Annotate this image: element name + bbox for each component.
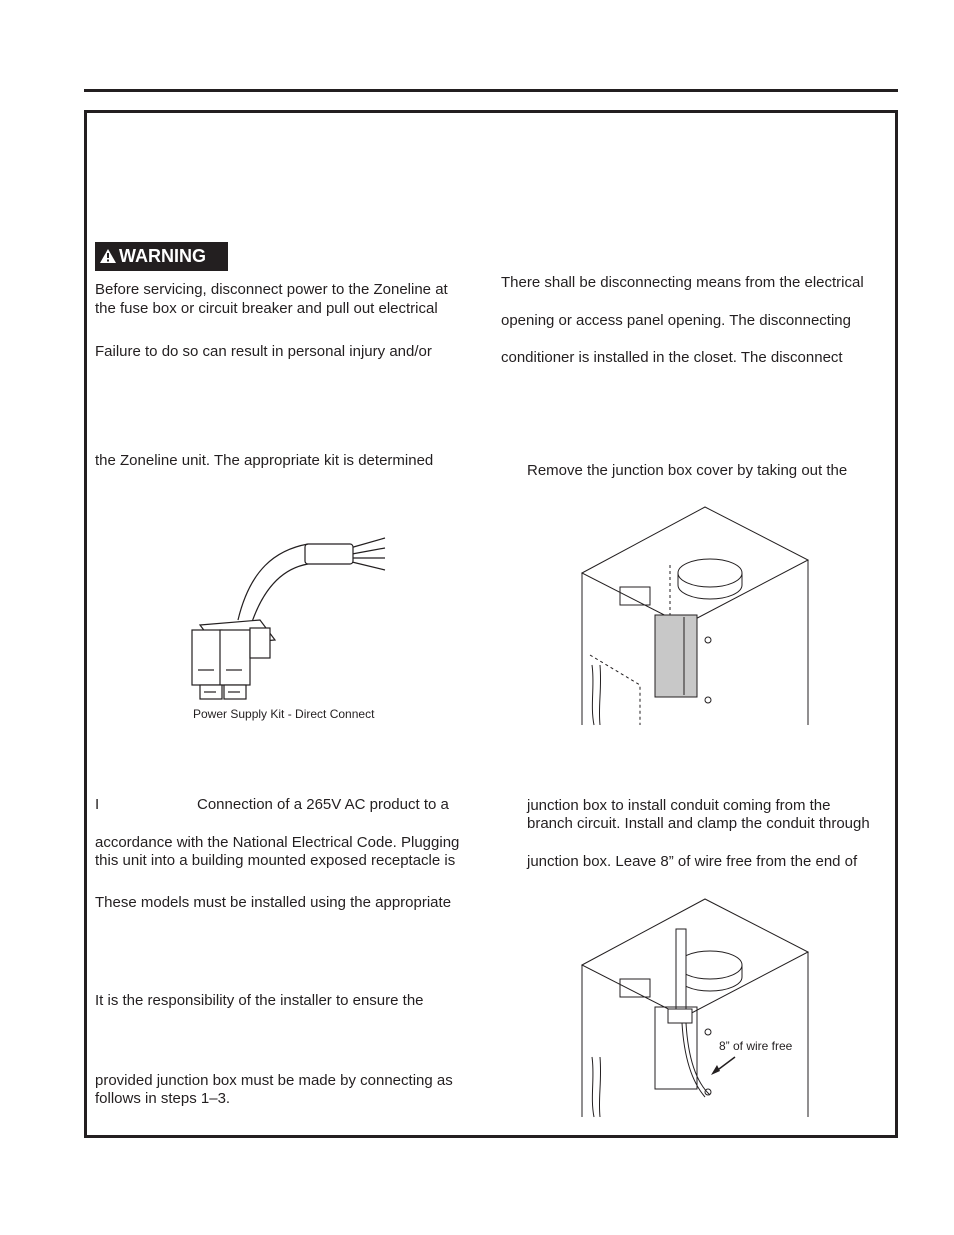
- junction-box-cover-illustration: [580, 505, 810, 727]
- disconnect-text-line: opening or access panel opening. The disconnecting: [501, 312, 851, 329]
- connection-text-start: I: [95, 796, 100, 813]
- warning-text-line: the fuse box or circuit breaker and pull out electrical: [95, 300, 438, 317]
- step2-text-line: junction box. Leave 8” of wire free from the end of: [527, 853, 858, 870]
- nec-text-line: accordance with the National Electrical Code. Plugging: [95, 834, 460, 851]
- warning-failure-text: Failure to do so can result in personal injury and/or: [95, 343, 432, 360]
- power-supply-kit-illustration: [180, 530, 400, 705]
- step1-text: Remove the junction box cover by taking out the: [527, 462, 848, 479]
- warning-triangle-icon: [100, 249, 116, 263]
- junction-text-line: follows in steps 1–3.: [95, 1090, 231, 1107]
- models-text: These models must be installed using the appropriate: [95, 894, 452, 911]
- wire-callout-label: 8” of wire free: [719, 1039, 793, 1053]
- conduit-installation-illustration: [580, 897, 810, 1119]
- figure-caption: Power Supply Kit - Direct Connect: [193, 707, 375, 721]
- step2-text-line: junction box to install conduit coming from the: [527, 797, 831, 814]
- connection-text: Connection of a 265V AC product to a: [197, 796, 449, 813]
- warning-badge: [95, 242, 228, 271]
- warning-label: WARNING: [119, 246, 206, 266]
- disconnect-text-line: conditioner is installed in the closet. The disconnect: [501, 349, 843, 366]
- responsibility-text: It is the responsibility of the installer to ensure the: [95, 992, 424, 1009]
- warning-text-line: Before servicing, disconnect power to the Zoneline at: [95, 281, 448, 298]
- disconnect-text-line: There shall be disconnecting means from the electrical: [501, 274, 864, 291]
- junction-text-line: provided junction box must be made by connecting as: [95, 1072, 453, 1089]
- nec-text-line: this unit into a building mounted exposed receptacle is: [95, 852, 456, 869]
- header-rule: [84, 89, 898, 92]
- step2-text-line: branch circuit. Install and clamp the conduit through: [527, 815, 870, 832]
- kit-text: the Zoneline unit. The appropriate kit is determined: [95, 452, 434, 469]
